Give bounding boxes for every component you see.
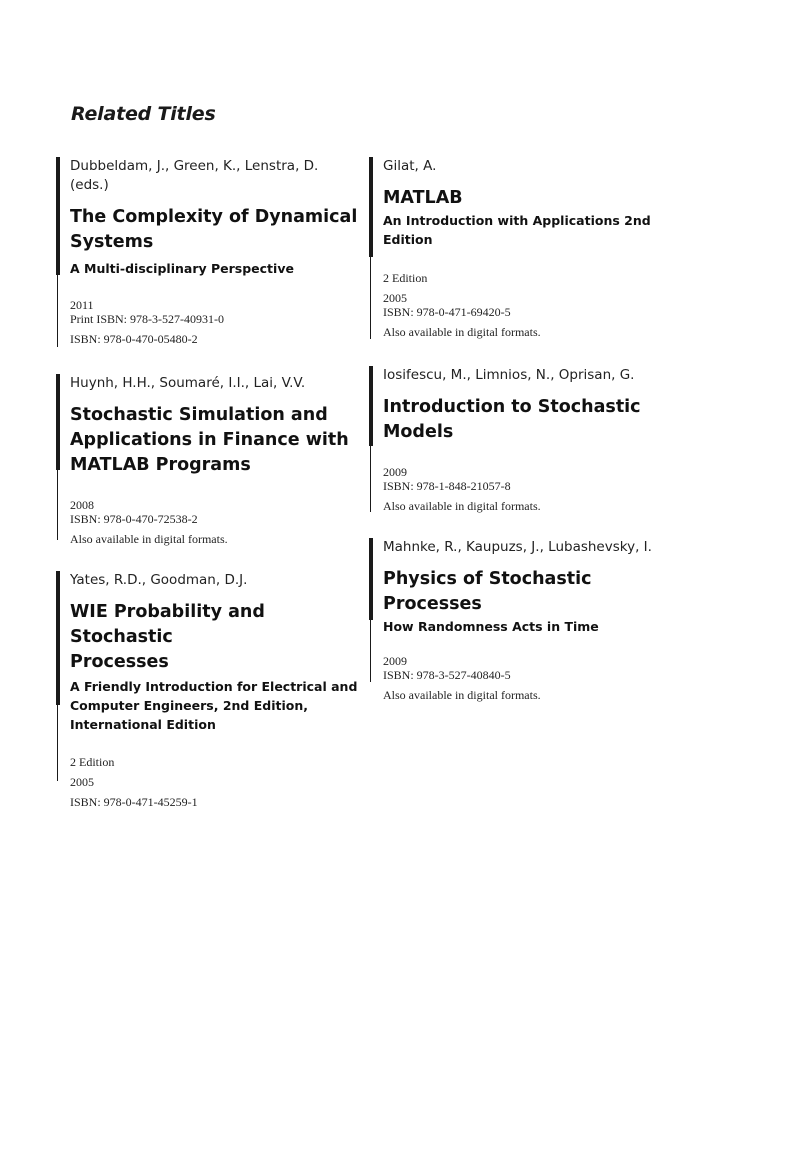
book-availability: Also available in digital formats. [383,499,541,513]
book-year: 2008 [70,498,94,512]
authors-line: Dubbeldam, J., Green, K., Lenstra, D. [70,158,319,174]
book-subtitle [70,259,370,278]
title-line: Models [383,422,454,442]
book-availability: Also available in digital formats. [70,532,228,546]
title-line: MATLAB Programs [70,455,251,475]
entry-bar-thick [56,157,60,275]
book-entry [369,366,689,512]
book-year: 2011 [70,298,94,312]
book-subtitle [70,677,370,734]
title-line: The Complexity of Dynamical [70,207,358,227]
book-title [383,186,683,211]
book-isbn: ISBN: 978-1-848-21057-8 [383,479,511,493]
title-line: Systems [70,232,154,252]
page-heading: Related Titles [71,103,216,125]
book-edition: 2 Edition [383,271,428,285]
book-isbn: ISBN: 978-0-470-72538-2 [70,512,198,526]
book-edition: 2 Edition [70,755,115,769]
book-subtitle [383,617,683,636]
book-title [383,567,683,617]
book-entry [56,571,366,809]
authors-line: Iosifescu, M., Limnios, N., Oprisan, G. [383,367,635,383]
entry-bar-thick [369,538,373,620]
entry-bar-thick [56,571,60,705]
authors-line: Gilat, A. [383,158,437,174]
book-authors [383,157,683,176]
subtitle-line: Computer Engineers, 2nd Edition, [70,698,308,713]
title-line: Stochastic Simulation and [70,405,328,425]
entry-bar-thick [369,366,373,446]
book-isbn: ISBN: 978-3-527-40840-5 [383,668,511,682]
entry-bar-thin [57,470,58,540]
entry-bar-thin [370,446,371,512]
entry-bar-thin [370,620,371,682]
authors-line: Huynh, H.H., Soumaré, I.I., Lai, V.V. [70,375,306,391]
book-year: 2009 [383,654,407,668]
title-line: Physics of Stochastic Processes [383,569,592,614]
entry-bar-thick [56,374,60,470]
title-line: Applications in Finance with [70,430,349,450]
book-title [383,395,683,445]
book-isbn: ISBN: 978-0-470-05480-2 [70,332,198,346]
subtitle-line: An Introduction with Applications 2nd [383,213,651,228]
book-print-isbn: Print ISBN: 978-3-527-40931-0 [70,312,224,326]
book-subtitle [383,211,683,249]
book-entry [369,157,689,339]
book-title [70,205,370,255]
book-entry [56,157,366,347]
subtitle-line: A Multi-disciplinary Perspective [70,261,294,276]
title-line: Processes [70,652,169,672]
subtitle-line: Edition [383,232,433,247]
book-isbn: ISBN: 978-0-471-69420-5 [383,305,511,319]
authors-line: Yates, R.D., Goodman, D.J. [70,572,248,588]
book-availability: Also available in digital formats. [383,325,541,339]
book-authors [70,571,370,590]
entry-bar-thick [369,157,373,257]
title-line: MATLAB [383,188,463,208]
book-authors [70,157,370,195]
book-year: 2005 [383,291,407,305]
book-authors [383,366,683,385]
authors-line: (eds.) [70,177,109,193]
title-line: Introduction to Stochastic [383,397,641,417]
book-authors [70,374,370,393]
authors-line: Mahnke, R., Kaupuzs, J., Lubashevsky, I. [383,539,652,555]
book-authors [383,538,683,557]
book-availability: Also available in digital formats. [383,688,541,702]
entry-bar-thin [57,705,58,781]
subtitle-line: A Friendly Introduction for Electrical and [70,679,358,694]
entry-bar-thin [370,257,371,339]
book-entry [369,538,689,702]
entry-bar-thin [57,275,58,347]
subtitle-line: International Edition [70,717,216,732]
book-year: 2005 [70,775,94,789]
book-title [70,600,370,675]
subtitle-line: How Randomness Acts in Time [383,619,599,634]
book-title [70,403,370,478]
book-isbn: ISBN: 978-0-471-45259-1 [70,795,198,809]
book-year: 2009 [383,465,407,479]
title-line: WIE Probability and Stochastic [70,602,265,647]
book-entry [56,374,366,546]
